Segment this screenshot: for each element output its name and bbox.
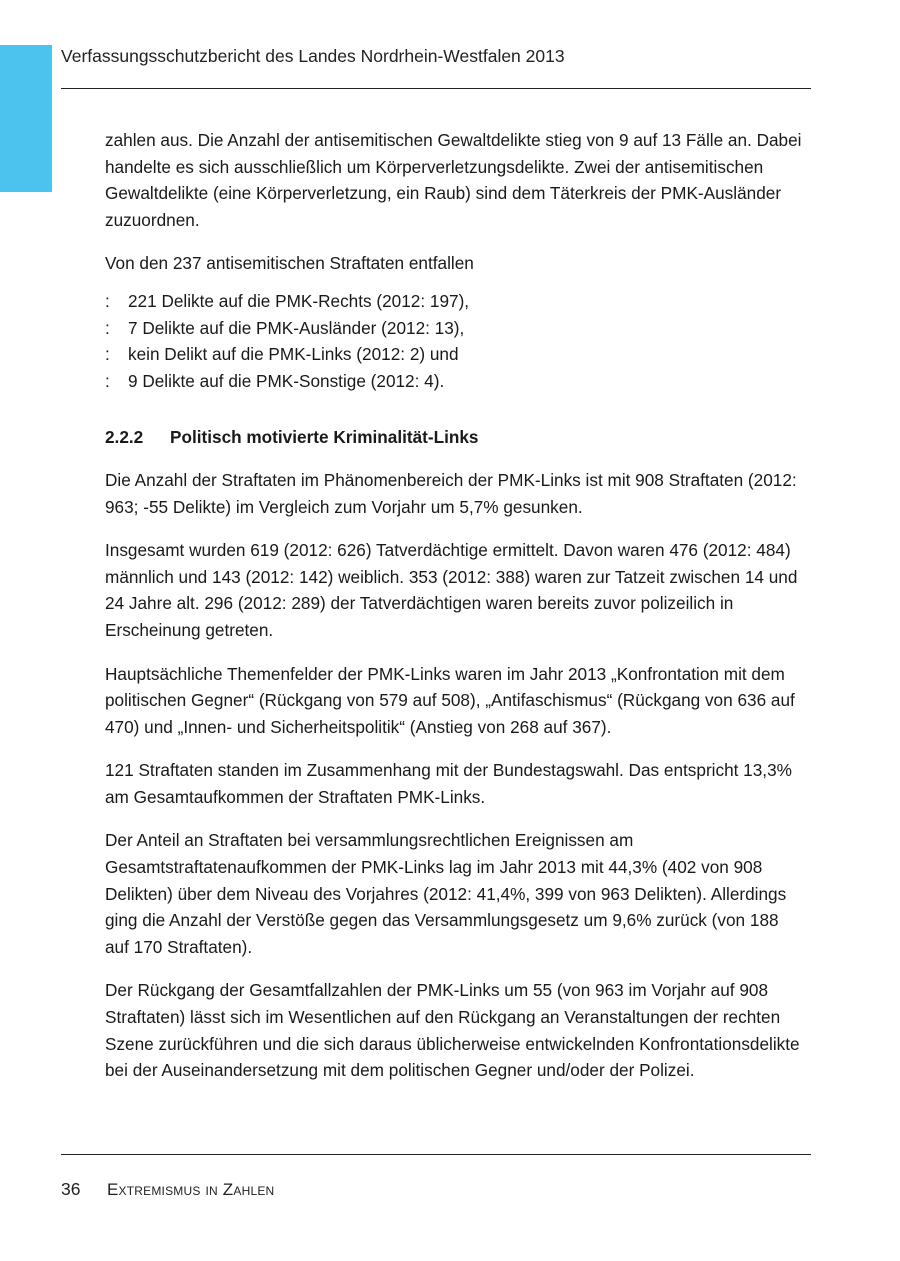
list-item-text: 7 Delikte auf die PMK-Ausländer (2012: 13), (128, 317, 465, 338)
paragraph: Hauptsächliche Themenfelder der PMK-Links waren im Jahr 2013 „Konfrontation mit dem politischen Gegner“ (Rückgang von 579 auf 508), „Antifaschismus“ (Rückgang von 636 auf 470) und „Innen- und Sicherheitspolitik“ (Anstieg von 268 auf 367). (105, 663, 795, 737)
list-item-text: 221 Delikte auf die PMK-Rechts (2012: 197), (128, 290, 470, 311)
list-item-text: kein Delikt auf die PMK-Links (2012: 2) und (128, 344, 459, 365)
chapter-color-tab (0, 45, 52, 192)
section-heading (105, 424, 805, 451)
bullet-marker: : (105, 290, 110, 311)
paragraph: Der Anteil an Straftaten bei versammlungsrechtlichen Ereignissen am Gesamtstraftatenaufkommen der PMK-Links lag im Jahr 2013 mit 44,3% (402 von 908 Delikten) über dem Niveau des Vorjahres (2012: 41,4%, 399 von 963 Delikten). Allerdings ging die Anzahl der Verstöße gegen das Versammlungsgesetz um 9,6% zurück (von 188 auf 170 Straftaten). (105, 830, 787, 957)
header-rule (61, 88, 811, 89)
paragraph: Der Rückgang der Gesamtfallzahlen der PMK-Links um 55 (von 963 im Vorjahr auf 908 Straftaten) lässt sich im Wesentlichen auf den Rückgang an Veranstaltungen der rechten Szene zurückführen und die sich daraus üblicherweise entwickelnden Konfrontationsdelikte bei der Auseinandersetzung mit dem politischen Gegner und/oder der Polizei. (105, 980, 800, 1081)
section-title: Politisch motivierte Kriminalität-Links (170, 427, 479, 448)
list-item (105, 288, 805, 315)
page-footer (61, 1179, 274, 1200)
list-item (105, 315, 805, 342)
bullet-marker: : (105, 344, 110, 365)
paragraph: Die Anzahl der Straftaten im Phänomenbereich der PMK-Links ist mit 908 Straftaten (2012: 963; -55 Delikte) im Vergleich zum Vorjahr um 5,7% gesunken. (105, 469, 797, 517)
bullet-marker: : (105, 370, 110, 391)
offense-list (105, 288, 805, 394)
list-item (105, 368, 805, 395)
intro-paragraph: zahlen aus. Die Anzahl der antisemitischen Gewaltdelikte stieg von 9 auf 13 Fälle an. Dabei handelte es sich ausschließlich um Körperverletzungsdelikte. Zwei der antisemitischen Gewaltdelikte (eine Körperverletzung, ein Raub) sind dem Täterkreis der PMK-Ausländer zuzuordnen. (105, 130, 802, 230)
list-intro: Von den 237 antisemitischen Straftaten entfallen (105, 253, 474, 274)
page-body (105, 127, 805, 1101)
page-number: 36 (61, 1179, 81, 1199)
list-item (105, 341, 805, 368)
chapter-title: Extremismus in Zahlen (107, 1180, 275, 1199)
paragraph: Insgesamt wurden 619 (2012: 626) Tatverdächtige ermittelt. Davon waren 476 (2012: 484) männlich und 143 (2012: 142) weiblich. 353 (2012: 388) waren zur Tatzeit zwischen 14 und 24 Jahre alt. 296 (2012: 289) der Tatverdächtigen waren bereits zuvor polizeilich in Erscheinung getreten. (105, 540, 798, 640)
paragraph: 121 Straftaten standen im Zusammenhang mit der Bundestagswahl. Das entspricht 13,3% am Gesamtaufkommen der Straftaten PMK-Links. (105, 760, 792, 807)
section-number: 2.2.2 (105, 427, 144, 448)
bullet-marker: : (105, 317, 110, 338)
list-item-text: 9 Delikte auf die PMK-Sonstige (2012: 4). (128, 370, 445, 391)
running-header: Verfassungsschutzbericht des Landes Nordrhein-Westfalen 2013 (61, 46, 565, 66)
footer-rule (61, 1154, 811, 1155)
